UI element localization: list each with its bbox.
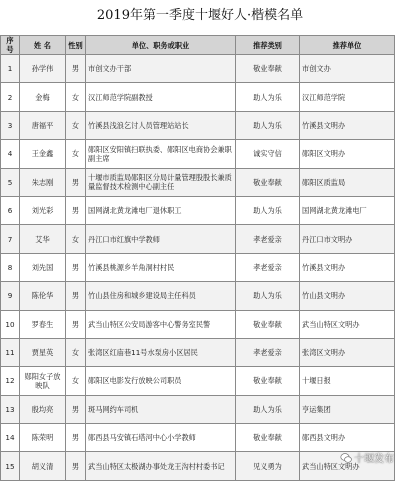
- cell-seq: 7: [1, 225, 20, 253]
- cell-org: 十堰市质监局郧阳区分局计量管理股股长兼质量监督技术检测中心副主任: [86, 168, 236, 196]
- table-row: [1, 338, 395, 366]
- cell-gender: 男: [66, 452, 86, 480]
- cell-unit: 郧阳区文明办: [300, 140, 395, 168]
- cell-unit: 市创文办: [300, 55, 395, 83]
- cell-org: 武当山特区太极湖办事处龙王沟村村委书记: [86, 452, 236, 480]
- cell-unit: 武当山特区文明办: [300, 452, 395, 480]
- cell-unit: 汉江师范学院: [300, 83, 395, 111]
- cell-gender: 女: [66, 140, 86, 168]
- roster-table: [0, 35, 395, 481]
- cell-unit: 武当山特区文明办: [300, 310, 395, 338]
- header-seq: 序号: [1, 36, 20, 55]
- cell-unit: 竹溪县文明办: [300, 253, 395, 281]
- table-row: [1, 83, 395, 111]
- header-name: 姓 名: [20, 36, 66, 55]
- header-category: 推荐类别: [236, 36, 300, 55]
- cell-name: 孙学伟: [20, 55, 66, 83]
- cell-org: 国网湖北黄龙滩电厂退休职工: [86, 196, 236, 224]
- cell-gender: 男: [66, 310, 86, 338]
- roster-body: [1, 55, 395, 481]
- cell-org: 郧西县马安镇石塔河中心小学教师: [86, 424, 236, 452]
- cell-category: 助人为乐: [236, 196, 300, 224]
- cell-seq: 12: [1, 367, 20, 395]
- cell-seq: 2: [1, 83, 20, 111]
- page-title: 2019年第一季度十堰好人·楷模名单: [96, 8, 304, 23]
- cell-category: 助人为乐: [236, 83, 300, 111]
- table-row: [1, 253, 395, 281]
- cell-name: 陈伦华: [20, 282, 66, 310]
- cell-org: 郧阳区电影发行放映公司职员: [86, 367, 236, 395]
- cell-unit: 亨运集团: [300, 395, 395, 423]
- cell-org: 丹江口市红旗中学教师: [86, 225, 236, 253]
- table-row: [1, 367, 395, 395]
- cell-name: 刘先国: [20, 253, 66, 281]
- cell-seq: 6: [1, 196, 20, 224]
- cell-category: 敬业奉献: [236, 310, 300, 338]
- cell-name: 艾华: [20, 225, 66, 253]
- cell-category: 敬业奉献: [236, 367, 300, 395]
- table-row: [1, 452, 395, 480]
- cell-gender: 男: [66, 395, 86, 423]
- cell-category: 孝老爱亲: [236, 253, 300, 281]
- cell-name: 罗春生: [20, 310, 66, 338]
- cell-unit: 国网湖北黄龙滩电厂: [300, 196, 395, 224]
- cell-gender: 男: [66, 282, 86, 310]
- cell-gender: 男: [66, 196, 86, 224]
- cell-name: 胡义清: [20, 452, 66, 480]
- cell-org: 竹溪县桃源乡羊角洞村村民: [86, 253, 236, 281]
- cell-category: 敬业奉献: [236, 55, 300, 83]
- watermark: [340, 450, 394, 465]
- cell-unit: 郧阳区质监局: [300, 168, 395, 196]
- cell-category: 见义勇为: [236, 452, 300, 480]
- cell-org: 武当山特区公安局游客中心警务室民警: [86, 310, 236, 338]
- cell-org: 郧阳区安阳镇扫联执委、郧阳区电商协会兼职副主席: [86, 140, 236, 168]
- table-row: [1, 196, 395, 224]
- cell-org: 斑马网约车司机: [86, 395, 236, 423]
- cell-org: 汉江师范学院副教授: [86, 83, 236, 111]
- table-row: [1, 225, 395, 253]
- watermark-text: 十堰发布: [354, 454, 394, 465]
- wechat-icon: [340, 452, 352, 464]
- table-header-row: [1, 36, 395, 55]
- cell-gender: 女: [66, 367, 86, 395]
- header-org: 单位、职务或职业: [86, 36, 236, 55]
- cell-seq: 14: [1, 424, 20, 452]
- header-gender: 性别: [66, 36, 86, 55]
- cell-name: 刘光彩: [20, 196, 66, 224]
- cell-name: 王金鑫: [20, 140, 66, 168]
- header-unit: 推荐单位: [300, 36, 395, 55]
- cell-unit: 张湾区文明办: [300, 338, 395, 366]
- cell-name: 朱志刚: [20, 168, 66, 196]
- table-row: [1, 424, 395, 452]
- table-row: [1, 111, 395, 139]
- cell-category: 孝老爱亲: [236, 225, 300, 253]
- cell-gender: 女: [66, 83, 86, 111]
- cell-seq: 9: [1, 282, 20, 310]
- cell-name: 陈荣明: [20, 424, 66, 452]
- cell-seq: 3: [1, 111, 20, 139]
- cell-gender: 男: [66, 424, 86, 452]
- cell-unit: 竹山县文明办: [300, 282, 395, 310]
- cell-name: 郧阳女子放映队: [20, 367, 66, 395]
- cell-unit: 郧西县文明办: [300, 424, 395, 452]
- cell-seq: 10: [1, 310, 20, 338]
- cell-seq: 8: [1, 253, 20, 281]
- cell-category: 助人为乐: [236, 111, 300, 139]
- cell-category: 诚实守信: [236, 140, 300, 168]
- cell-gender: 女: [66, 225, 86, 253]
- cell-seq: 13: [1, 395, 20, 423]
- cell-org: 竹溪县浅浪乞讨人员管理站站长: [86, 111, 236, 139]
- cell-unit: 竹溪县文明办: [300, 111, 395, 139]
- table-row: [1, 395, 395, 423]
- cell-name: 唐福平: [20, 111, 66, 139]
- table-row: [1, 282, 395, 310]
- cell-category: 助人为乐: [236, 282, 300, 310]
- cell-category: 助人为乐: [236, 395, 300, 423]
- cell-seq: 4: [1, 140, 20, 168]
- cell-org: 市创文办干部: [86, 55, 236, 83]
- cell-gender: 男: [66, 253, 86, 281]
- cell-seq: 5: [1, 168, 20, 196]
- cell-unit: 丹江口市文明办: [300, 225, 395, 253]
- table-row: [1, 55, 395, 83]
- cell-category: 敬业奉献: [236, 424, 300, 452]
- cell-gender: 女: [66, 338, 86, 366]
- cell-name: 金梅: [20, 83, 66, 111]
- cell-name: 贾星英: [20, 338, 66, 366]
- cell-gender: 女: [66, 111, 86, 139]
- cell-gender: 男: [66, 55, 86, 83]
- cell-seq: 15: [1, 452, 20, 480]
- cell-org: 竹山县住房和城乡建设局主任科员: [86, 282, 236, 310]
- cell-org: 张湾区红庙巷11号水泵房小区居民: [86, 338, 236, 366]
- table-row: [1, 168, 395, 196]
- cell-seq: 1: [1, 55, 20, 83]
- cell-gender: 男: [66, 168, 86, 196]
- cell-name: 殷均亮: [20, 395, 66, 423]
- cell-category: 孝老爱亲: [236, 338, 300, 366]
- cell-category: 敬业奉献: [236, 168, 300, 196]
- cell-seq: 11: [1, 338, 20, 366]
- table-row: [1, 140, 395, 168]
- table-row: [1, 310, 395, 338]
- cell-unit: 十堰日报: [300, 367, 395, 395]
